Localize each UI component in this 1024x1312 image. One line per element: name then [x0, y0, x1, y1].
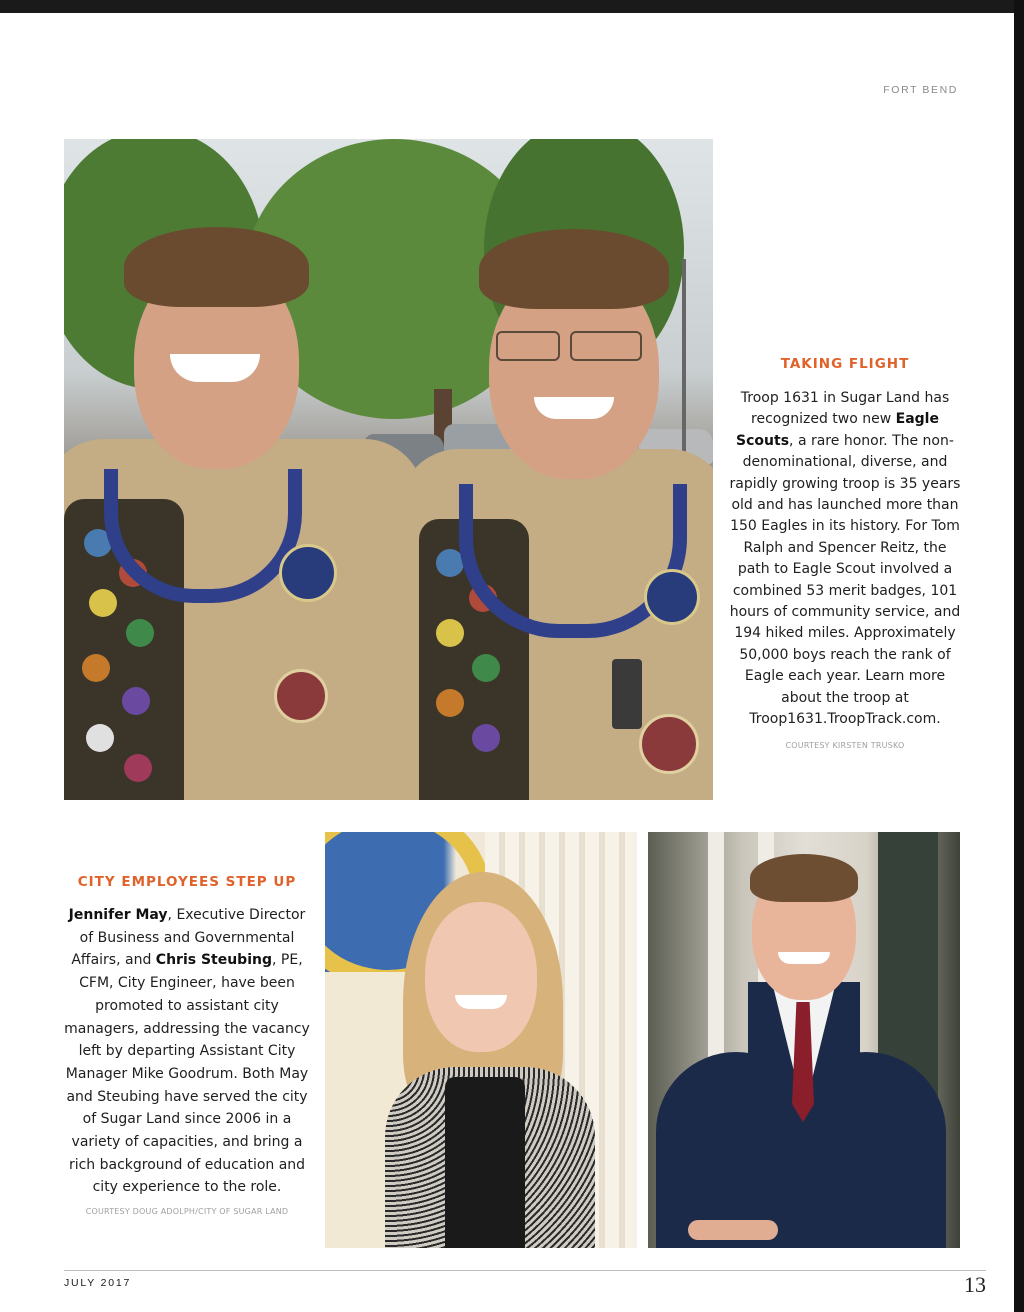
taking-flight-credit: COURTESY KIRSTEN TRUSKO [785, 740, 905, 750]
city-employees-credit: COURTESY DOUG ADOLPH/CITY OF SUGAR LAND [85, 1207, 289, 1217]
city-employees-article [64, 874, 310, 1216]
city-employees-heading: CITY EMPLOYEES STEP UP [77, 874, 297, 890]
eagle-scouts-photo [64, 139, 713, 800]
taking-flight-heading: TAKING FLIGHT [780, 356, 910, 372]
page-number: 13 [964, 1272, 986, 1297]
footer-divider [64, 1270, 986, 1271]
top-border [0, 0, 1024, 13]
chris-steubing-photo [648, 832, 960, 1248]
issue-date: JULY 2017 [64, 1277, 132, 1289]
taking-flight-article [729, 356, 961, 750]
section-label: FORT BEND [883, 84, 958, 96]
right-border [1014, 0, 1024, 1312]
jennifer-may-photo [325, 832, 637, 1248]
taking-flight-body: Troop 1631 in Sugar Land has recognized two new Eagle Scouts, a rare honor. The non-denominational, diverse, and rapidly growing troop is 35 years old and has launched more than 150 Eagles in its history. For Tom Ralph and Spencer Reitz, the path to Eagle Scout involved a combined 53 merit badges, 101 hours of community service, and 194 hiked miles. Approximately 50,000 boys reach the rank of Eagle each year. Learn more about the troop at Troop1631.TroopTrack.com. [729, 390, 961, 728]
city-employees-body: Jennifer May, Executive Director of Business and Governmental Affairs, and Chris Steubing, PE, CFM, City Engineer, have been promoted to assistant city managers, addressing the vacancy left by departing Assistant City Manager Mike Goodrum. Both May and Steubing have served the city of Sugar Land since 2006 in a variety of capacities, and bring a rich background of education and city experience to the role. [64, 907, 310, 1196]
